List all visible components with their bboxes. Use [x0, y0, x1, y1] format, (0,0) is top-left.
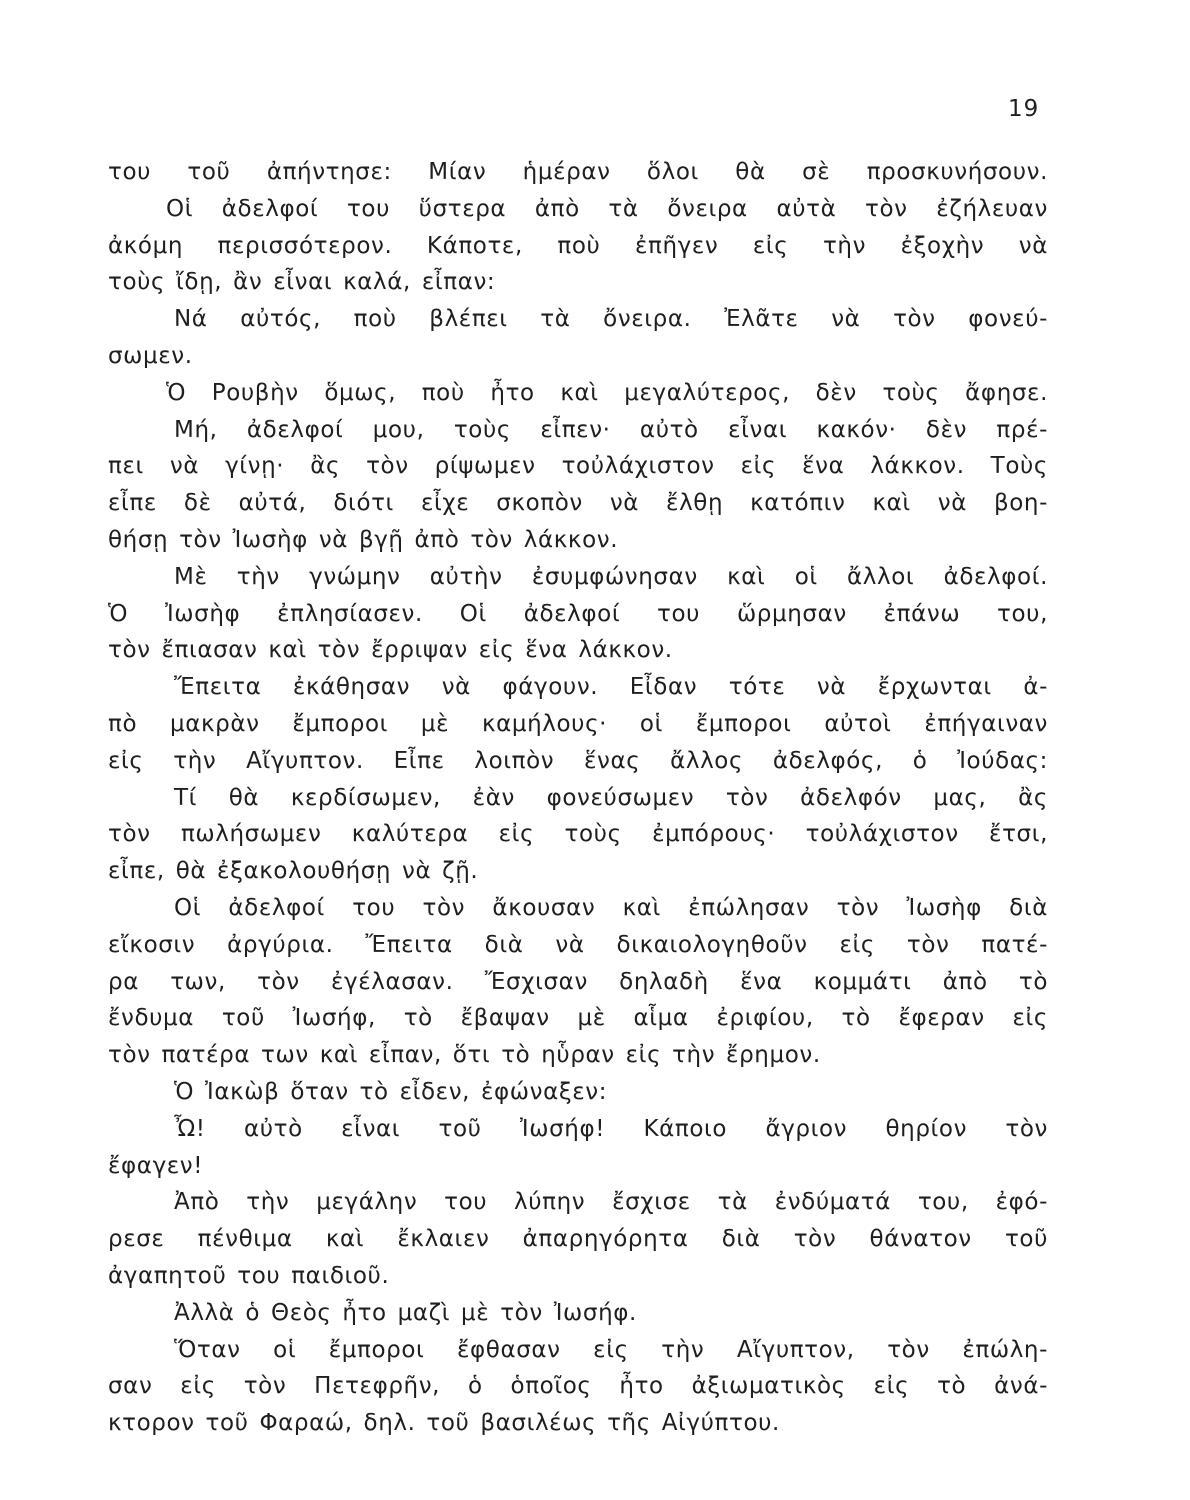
text-line: τὸν πωλήσωμεν καλύτερα εἰς τοὺς ἐμπόρους· τοὐλάχιστον ἔτσι, [108, 821, 1048, 848]
text-line: τοὺς ἴδῃ, ἂν εἶναι καλά, εἶπαν: [108, 269, 496, 296]
text-line: Ὁ Ἰακὼβ ὅταν τὸ εἶδεν, ἐφώναξεν: [174, 1078, 608, 1105]
text-line: σαν εἰς τὸν Πετεφρῆν, ὁ ὁποῖος ἦτο ἀξιωματικὸς εἰς τὸ ἀνά- [108, 1373, 1048, 1400]
text-line: Τί θὰ κερδίσωμεν, ἐὰν φονεύσωμεν τὸν ἀδελφόν μας, ἂς [174, 784, 1048, 811]
text-line: τὸν ἔπιασαν καὶ τὸν ἔρριψαν εἰς ἕνα λάκκον. [108, 637, 673, 664]
text-line: ἔνδυμα τοῦ Ἰωσήφ, τὸ ἔβαψαν μὲ αἷμα ἐριφίου, τὸ ἔφεραν εἰς [108, 1005, 1048, 1032]
text-line: εἶπε δὲ αὐτά, διότι εἶχε σκοπὸν νὰ ἔλθῃ κατόπιν καὶ νὰ βοη- [108, 490, 1048, 517]
text-line: Ὅταν οἱ ἔμποροι ἔφθασαν εἰς τὴν Αἴγυπτον, τὸν ἐπώλη- [174, 1336, 1048, 1363]
text-line: ρεσε πένθιμα καὶ ἔκλαιεν ἀπαρηγόρητα διὰ τὸν θάνατον τοῦ [108, 1226, 1048, 1253]
text-line: πὸ μακρὰν ἔμποροι μὲ καμήλους· οἱ ἔμποροι αὐτοὶ ἐπήγαιναν [108, 710, 1048, 737]
text-line: Μή, ἀδελφοί μου, τοὺς εἶπεν· αὐτὸ εἶναι κακόν· δὲν πρέ- [174, 416, 1048, 443]
text-line: Οἱ ἀδελφοί του τὸν ἄκουσαν καὶ ἐπώλησαν τὸν Ἰωσὴφ διὰ [174, 894, 1048, 921]
text-line: ρα των, τὸν ἐγέλασαν. Ἔσχισαν δηλαδὴ ἕνα κομμάτι ἀπὸ τὸ [108, 968, 1048, 995]
text-line: πει νὰ γίνῃ· ἂς τὸν ρίψωμεν τοὐλάχιστον εἰς ἕνα λάκκον. Τοὺς [108, 453, 1048, 480]
page-number: 19 [1008, 96, 1040, 122]
text-line: εἶπε, θὰ ἐξακολουθήσῃ νὰ ζῇ. [108, 858, 479, 885]
text-line: εἴκοσιν ἀργύρια. Ἔπειτα διὰ νὰ δικαιολογηθοῦν εἰς τὸν πατέ- [108, 931, 1048, 958]
text-line: Ὁ Ρουβὴν ὅμως, ποὺ ἦτο καὶ μεγαλύτερος, δὲν τοὺς ἄφησε. [166, 379, 1048, 406]
text-line: του τοῦ ἀπήντησε: Μίαν ἡμέραν ὅλοι θὰ σὲ προσκυνήσουν. [108, 159, 1048, 185]
text-line: κτορον τοῦ Φαραώ, δηλ. τοῦ βασιλέως τῆς Αἰγύπτου. [108, 1410, 780, 1437]
text-line: θήσῃ τὸν Ἰωσὴφ νὰ βγῇ ἀπὸ τὸν λάκκον. [108, 526, 619, 553]
text-line: Ὁ Ἰωσὴφ ἐπλησίασεν. Οἱ ἀδελφοί του ὥρμησαν ἐπάνω του, [108, 600, 1048, 627]
text-line: ἔφαγεν! [108, 1152, 204, 1179]
text-line: ἀκόμη περισσότερον. Κάποτε, ποὺ ἐπῆγεν εἰς τὴν ἐξοχὴν νὰ [108, 232, 1048, 259]
text-line: Ἔπειτα ἐκάθησαν νὰ φάγουν. Εἶδαν τότε νὰ ἔρχωνται ἀ- [174, 674, 1048, 701]
text-line: Νά αὐτός, ποὺ βλέπει τὰ ὄνειρα. Ἐλᾶτε νὰ τὸν φονεύ- [174, 306, 1048, 333]
text-line: Ἀπὸ τὴν μεγάλην του λύπην ἔσχισε τὰ ἐνδύματά του, ἐφό- [174, 1189, 1048, 1216]
text-line: τὸν πατέρα των καὶ εἶπαν, ὅτι τὸ ηὗραν εἰς τὴν ἔρημον. [108, 1042, 821, 1069]
text-line: Ὦ! αὐτὸ εἶναι τοῦ Ἰωσήφ! Κάποιο ἄγριον θηρίον τὸν [174, 1115, 1048, 1142]
text-line: Ἀλλὰ ὁ Θεὸς ἦτο μαζὶ μὲ τὸν Ἰωσήφ. [174, 1299, 637, 1326]
text-line: εἰς τὴν Αἴγυπτον. Εἶπε λοιπὸν ἕνας ἄλλος ἀδελφός, ὁ Ἰούδας: [108, 747, 1048, 774]
text-line: ἀγαπητοῦ του παιδιοῦ. [108, 1262, 390, 1289]
text-line: σωμεν. [108, 342, 193, 369]
text-line: Οἱ ἀδελφοί του ὕστερα ἀπὸ τὰ ὄνειρα αὐτὰ τὸν ἐζήλευαν [166, 195, 1048, 222]
body-text [108, 154, 1048, 1442]
text-line: Μὲ τὴν γνώμην αὐτὴν ἐσυμφώνησαν καὶ οἱ ἄλλοι ἀδελφοί. [174, 563, 1048, 590]
